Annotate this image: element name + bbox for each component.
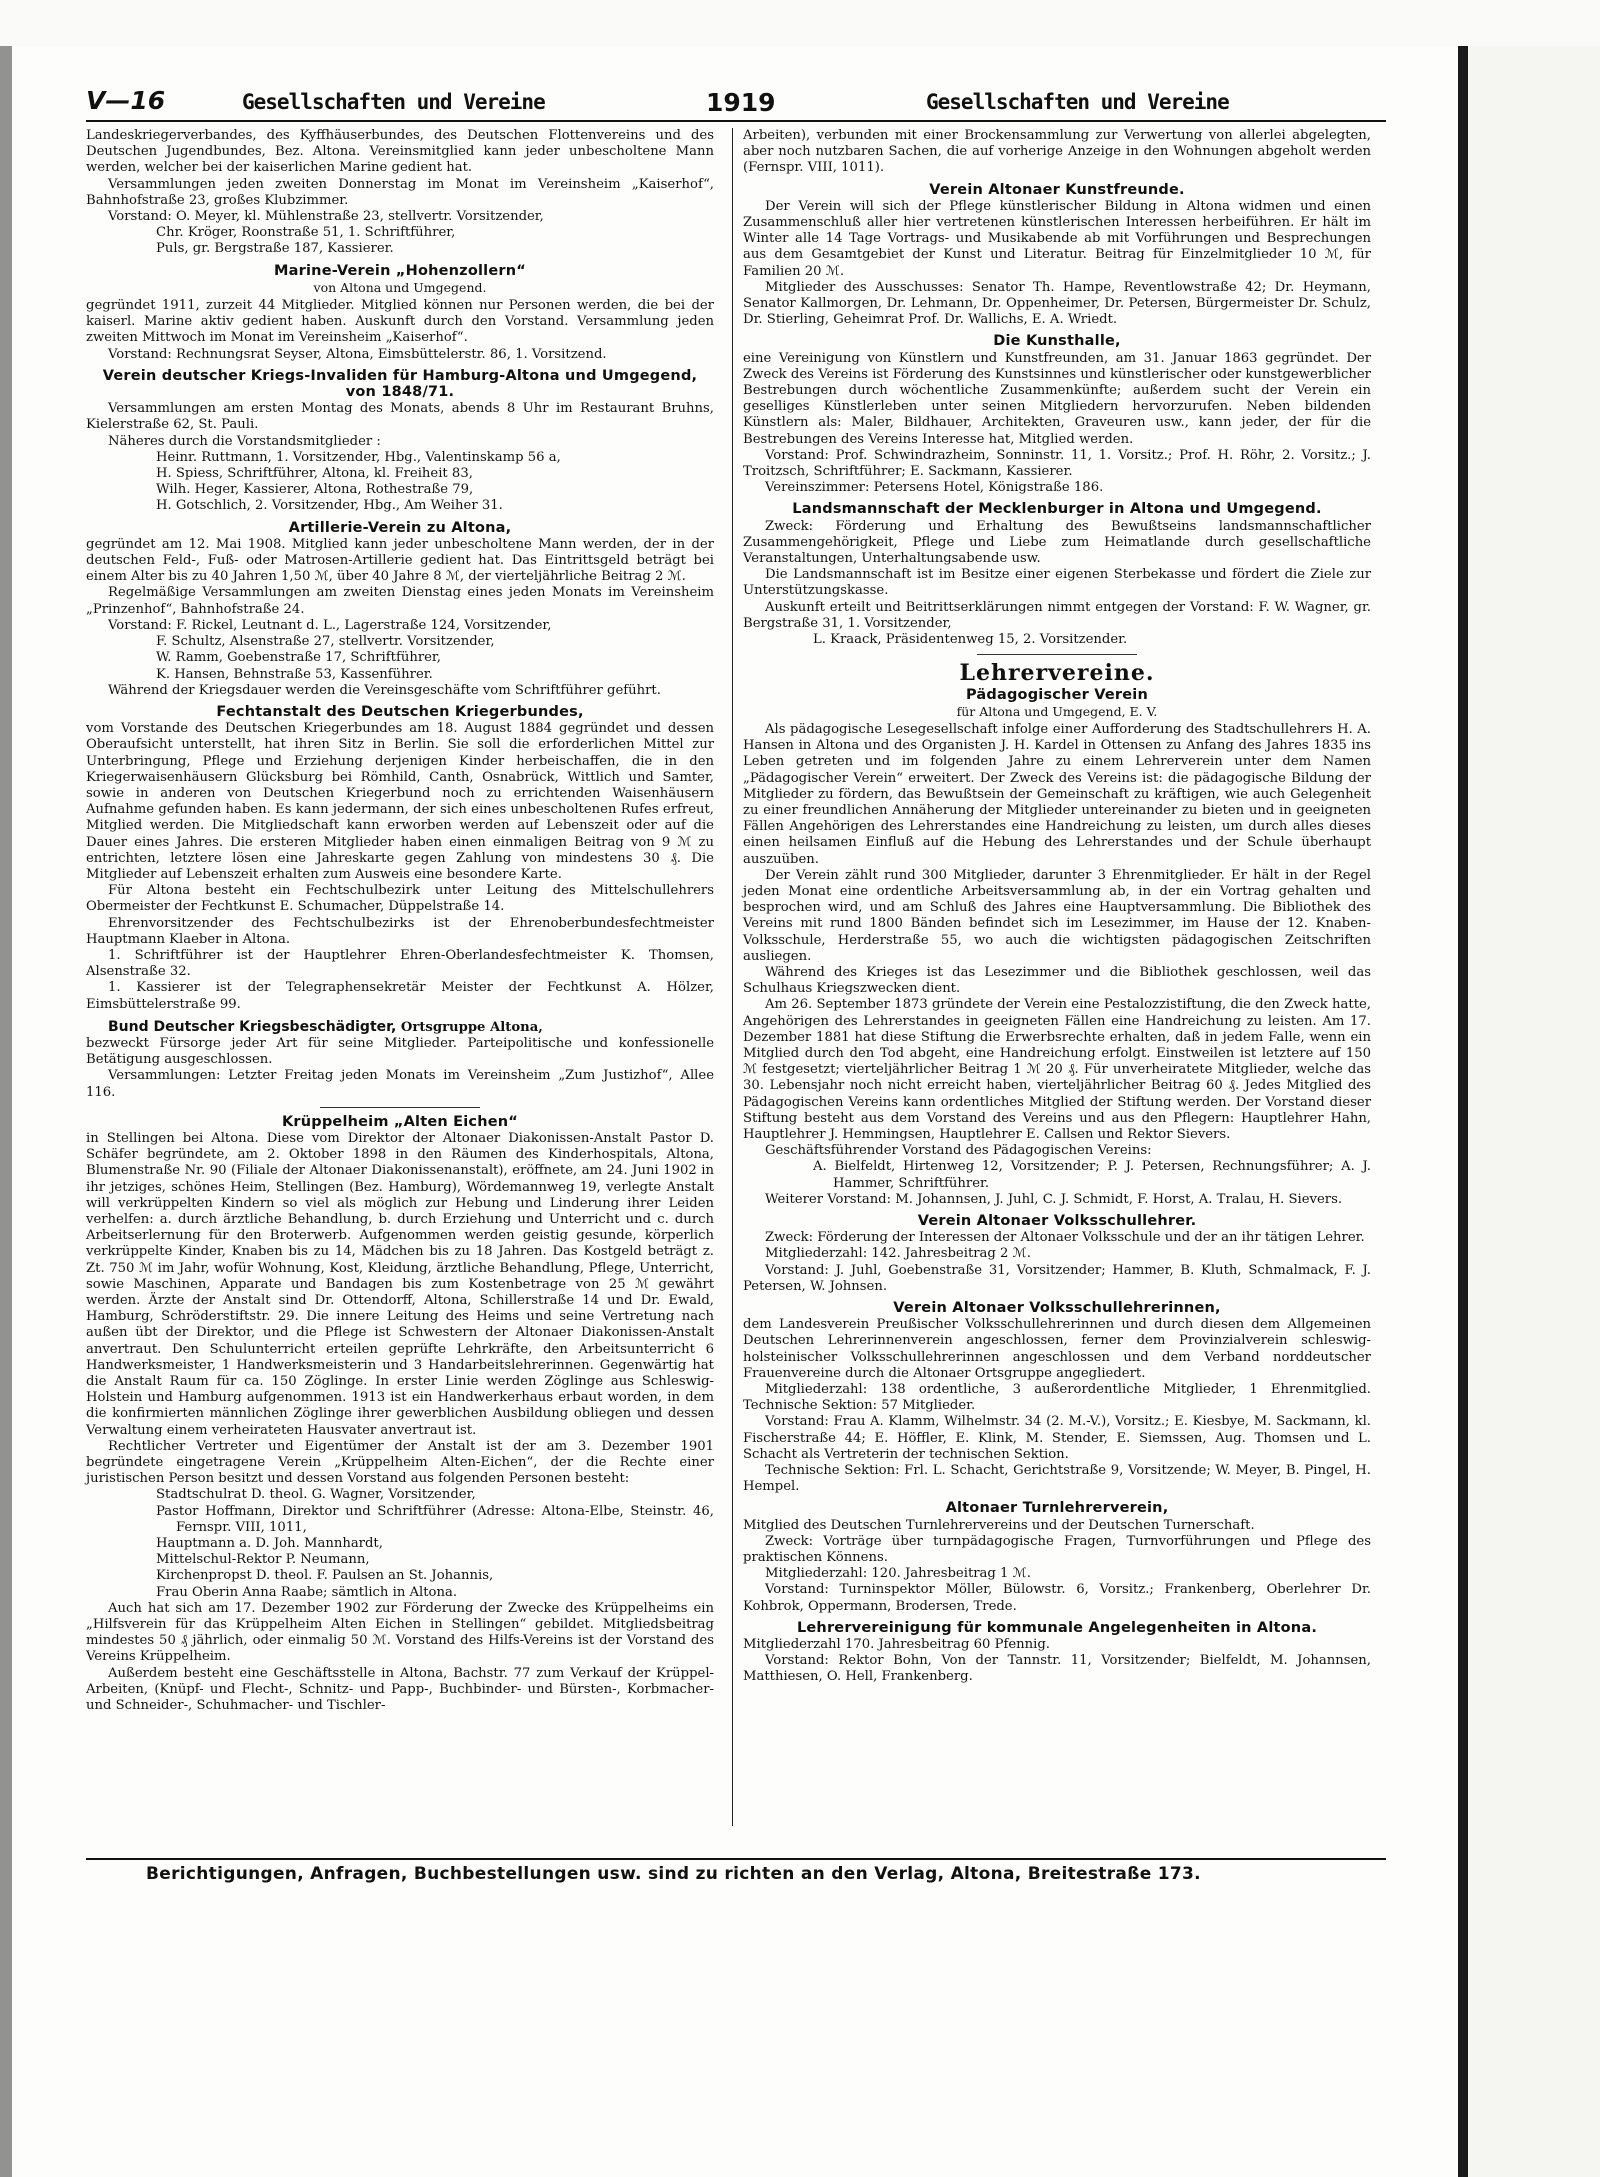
paragraph: Mitgliederzahl 170. Jahresbeitrag 60 Pfennig.: [743, 1637, 1050, 1653]
paragraph: K. Hansen, Behnstraße 53, Kassenführer.: [156, 666, 433, 682]
paragraph: Außerdem besteht eine Geschäftsstelle in Altona, Bachstr. 77 zum Verkauf der Krüppel-Arbeiten, (Knüpf- und Flecht-, Schnitz- und Papp-, Buchbinder- und Bürsten-, Korbmacher- und Schneider-, Schuhmacher- und Tischler-: [86, 1665, 714, 1714]
section-volksschullehrer: [743, 1213, 1371, 1295]
paragraph: Vorstand: Frau A. Klamm, Wilhelmstr. 34 (2. M.-V.), Vorsitz.; E. Kiesbye, M. Sackmann, kl. Fischerstraße 44; E. Höffler, E. Klink, M. Stender, E. Siemssen, Aug. Thomsen und L. Schacht als Vertreterin der technischen Sektion.: [743, 1414, 1371, 1462]
paragraph: Geschäftsführender Vorstand des Pädagogischen Vereins:: [765, 1143, 1152, 1159]
paragraph: Mittelschul-Rektor P. Neumann,: [156, 1552, 370, 1568]
paragraph: F. Schultz, Alsenstraße 27, stellvertr. Vorsitzender,: [156, 634, 495, 650]
section-heading: Landsmannschaft der Mecklenburger in Altona und Umgegend.: [792, 501, 1322, 518]
page-number: V—16: [86, 86, 166, 115]
paragraph: Regelmäßige Versammlungen am zweiten Dienstag eines jeden Monats im Vereinsheim „Prinzenhof“, Bahnhofstraße 24.: [86, 585, 714, 617]
paragraph: gegründet 1911, zurzeit 44 Mitglieder. Mitglied können nur Personen werden, die bei der kaiserl. Marine aktiv gedient haben. Auskunft durch den Vorstand. Versammlung jeden zweiten Mittwoch im Monat im Vereinsheim „Kaiserhof“.: [86, 298, 714, 346]
section-invaliden: [86, 368, 714, 515]
paragraph: Stadtschulrat D. theol. G. Wagner, Vorsitzender,: [156, 1487, 476, 1503]
paragraph: Vereinszimmer: Petersens Hotel, Königstraße 186.: [765, 480, 1104, 496]
header-rule: [86, 120, 1386, 122]
paragraph: vom Vorstande des Deutschen Kriegerbundes am 18. August 1884 gegründet und dessen Oberaufsicht unterstellt, hat ihren Sitz in Berlin. Sie soll die erforderlichen Mittel zur Unterbringung, Pflege und Erziehung derjenigen Kinder herbeischaffen, die in den Kriegerwaisenhäusern Glücksburg bei Römhild, Canth, Osnabrück, Wittlich und Samter, sowie in anderen von Deutschen Kriegerbund noch zu errichtenden Waisenhäusern Aufnahme gefunden haben. Es kann jedermann, der sich eines unbescholtenen Rufes erfreut, Mitglied werden. Die Mitgliedschaft kann erworben werden auf Lebenszeit oder auf die Dauer eines Jahres. Die ersteren Mitglieder haben einen einmaligen Beitrag von 9 ℳ zu entrichten, letztere lösen eine Jahreskarte gegen Zahlung von mindestens 30 ₰. Die Mitglieder auf Lebenszeit erhalten zum Ausweis eine besondere Karte.: [86, 721, 714, 882]
left-edge-shadow: [0, 46, 12, 2177]
section-artillerie: [86, 520, 714, 699]
right-column: [743, 128, 1371, 1686]
paragraph: Näheres durch die Vorstandsmitglieder :: [108, 433, 381, 449]
paragraph: Wilh. Heger, Kassierer, Altona, Rothestraße 79,: [156, 482, 474, 498]
paragraph: Vorstand: F. Rickel, Leutnant d. L., Lagerstraße 124, Vorsitzender,: [108, 617, 552, 633]
paragraph: Weiterer Vorstand: M. Johannsen, J. Juhl, C. J. Schmidt, F. Horst, A. Tralau, H. Sievers.: [765, 1191, 1343, 1207]
paragraph: Der Verein will sich der Pflege künstlerischer Bildung in Altona widmen und einen Zusammenschluß aller hier vertretenen künstlerischen Interessen herbeiführen. Er hält im Winter alle 14 Tage Vortrags- und Musikabende ab mit Vorführungen und Besprechungen aus dem Gesamtgebiet der Kunst und Literatur. Beitrag für Einzelmitglieder 10 ℳ, für Familien 20 ℳ.: [743, 198, 1371, 279]
section-heading: Verein Altonaer Volksschullehrer.: [917, 1213, 1197, 1229]
publisher-notice: Berichtigungen, Anfragen, Buchbestellungen usw. sind zu richten an den Verlag, Altona, Breitestraße 173.: [146, 1864, 1201, 1884]
section-heading: Artillerie-Verein zu Altona,: [288, 519, 512, 536]
paragraph: [86, 1019, 714, 1036]
header-year: 1919: [706, 88, 776, 117]
paragraph: Zweck: Vorträge über turnpädagogische Fragen, Turnvorführungen und Pflege des praktischen Könnens.: [743, 1533, 1371, 1566]
paragraph: Ehrenvorsitzender des Fechtschulbezirks ist der Ehrenoberbundesfechtmeister Hauptmann Klaeber in Altona.: [86, 915, 714, 947]
section-fechtanstalt: [86, 704, 714, 1013]
paragraph: Vorstand: J. Juhl, Goebenstraße 31, Vorsitzender; Hammer, B. Kluth, Schmalmack, F. J. Petersen, W. Johnsen.: [743, 1262, 1371, 1294]
section-heading-suffix: Ortsgruppe Altona,: [396, 1019, 543, 1035]
paragraph: Der Verein zählt rund 300 Mitglieder, darunter 3 Ehrenmitglieder. Er hält in der Regel jeden Monat eine ordentliche Arbeitsversammlung ab, in der ein Vortrag gehalten und besprochen wird, und am Schluß des Jahres eine Hauptversammlung. Die Bibliothek des Vereins mit rund 1800 Bänden befindet sich im Lesezimmer, im Hause der 12. Knaben-Volksschule, Herderstraße 55, wo auch die wichtigsten pädagogischen Zeitschriften ausliegen.: [743, 867, 1371, 964]
paragraph: Auch hat sich am 17. Dezember 1902 zur Förderung der Zwecke des Krüppelheims ein „Hilfsverein für das Krüppelheim Alten Eichen in Stellingen“ gebildet. Mitgliedsbeitrag mindestes 50 ₰ jährlich, oder einmalig 50 ℳ. Vorstand des Hilfs-Vereins ist der Vorstand des Vereins Krüppelheim.: [86, 1600, 714, 1665]
paragraph: Vorstand: Turninspektor Möller, Bülowstr. 6, Vorsitz.; Frankenberg, Oberlehrer Dr. Kohbrok, Oppermann, Brodersen, Trede.: [743, 1582, 1371, 1614]
section-heading: Krüppelheim „Alten Eichen“: [281, 1113, 519, 1130]
divider: [977, 654, 1137, 655]
section-volksschullehrerinnen: [743, 1300, 1371, 1495]
paragraph: dem Landesverein Preußischer Volksschullehrerinnen und durch diesen dem Allgemeinen Deutschen Lehrerinnenverein angeschlossen, ferner dem Provinzialverein schleswig-holsteinischer Volksschullehrerinnen angeschlossen und dem Verband norddeutscher Frauenvereine durch die Altonaer Ortsgruppe angegliedert.: [743, 1317, 1371, 1381]
paragraph: H. Gotschlich, 2. Vorsitzender, Hbg., Am Weiher 31.: [156, 498, 503, 514]
left-column: [86, 128, 714, 1714]
section-heading: Altonaer Turnlehrerverein,: [945, 1500, 1169, 1517]
section-mecklenburger: [743, 501, 1371, 648]
paragraph: Mitglied des Deutschen Turnlehrervereins und der Deutschen Turnerschaft.: [743, 1517, 1255, 1533]
paragraph: Versammlungen am ersten Montag des Monats, abends 8 Uhr im Restaurant Bruhns, Kielerstraße 62, St. Pauli.: [86, 401, 714, 433]
header-title-left: Gesellschaften und Vereine: [242, 90, 545, 114]
divider: [320, 1107, 480, 1108]
paragraph: Vorstand: Rechnungsrat Seyser, Altona, Eimsbüttelerstr. 86, 1. Vorsitzend.: [108, 346, 607, 362]
column-divider: [732, 128, 733, 1826]
paragraph: Während des Krieges ist das Lesezimmer und die Bibliothek geschlossen, weil das Schulhaus Kriegszwecken dient.: [743, 964, 1371, 997]
paragraph: 1. Kassierer ist der Telegraphensekretär Meister der Fechtkunst A. Hölzer, Eimsbüttelerstraße 99.: [86, 980, 714, 1012]
paragraph: L. Kraack, Präsidentenweg 15, 2. Vorsitzender.: [813, 632, 1128, 648]
paragraph: Technische Sektion: Frl. L. Schacht, Gerichtstraße 9, Vorsitzende; W. Meyer, B. Pingel, H. Hempel.: [743, 1463, 1371, 1495]
paragraph: 1. Schriftführer ist der Hauptlehrer Ehren-Oberlandesfechtmeister K. Thomsen, Alsenstraße 32.: [86, 947, 714, 980]
paragraph: Puls, gr. Bergstraße 187, Kassierer.: [156, 241, 394, 257]
running-header: [86, 84, 1386, 124]
section-heading: Fechtanstalt des Deutschen Kriegerbundes,: [216, 703, 584, 720]
paragraph: Versammlungen jeden zweiten Donnerstag im Monat im Vereinsheim „Kaiserhof“, Bahnhofstraße 23, großes Klubzimmer.: [86, 176, 714, 208]
section-paedagogisch: [743, 687, 1371, 1209]
category-heading: Lehrervereine.: [959, 660, 1155, 687]
paragraph: Vorstand: Prof. Schwindrazheim, Sonninstr. 11, 1. Vorsitz.; Prof. H. Röhr, 2. Vorsitz.; J. Troitzsch, Schriftführer; E. Sackmann, Kassierer.: [743, 447, 1371, 480]
intro-block: [86, 128, 714, 258]
paragraph: Mitglieder des Ausschusses: Senator Th. Hampe, Reventlowstraße 42; Dr. Heymann, Senator Kallmorgen, Dr. Lehmann, Dr. Oppenheimer, Dr. Petersen, Bürgermeister Dr. Schulz, Dr. Stierling, Geheimrat Prof. Dr. Wallichs, E. A. Wriedt.: [743, 279, 1371, 328]
paragraph: Heinr. Ruttmann, 1. Vorsitzender, Hbg., Valentinskamp 56 a,: [156, 449, 561, 465]
section-subheading: von Altona und Umgegend.: [313, 279, 487, 295]
paragraph: Die Landsmannschaft ist im Besitze einer eigenen Sterbekasse und fördert die Ziele zur Unterstützungskasse.: [743, 567, 1371, 599]
paragraph: Zweck: Förderung und Erhaltung des Bewußtseins landsmannschaftlicher Zusammengehörigkeit, Pflege und Liebe zum Heimatlande durch gesellschaftliche Veranstaltungen, Unterhaltungsabende usw.: [743, 518, 1371, 567]
section-marine: [86, 263, 714, 363]
paragraph: Mitgliederzahl: 120. Jahresbeitrag 1 ℳ.: [765, 1566, 1031, 1582]
section-heading: Verein deutscher Kriegs-Invaliden für Hamburg-Altona und Umgegend, von 1848/71.: [102, 367, 698, 401]
paragraph: Am 26. September 1873 gründete der Verein eine Pestalozzistiftung, die den Zweck hatte, Angehörigen des Lehrerstandes in geeigneten Fällen eine Handreichung zu leisten. Am 17. Dezember 1881 hat diese Stiftung die Erwerbsrechte erhalten, daß in jedem Falle, wenn ein Mitglied durch den Tod abgeht, eine Handreichung erfolgt. Einstweilen ist letztere auf 150 ℳ festgesetzt; vierteljährlicher Beitrag 1 ℳ 20 ₰. Für unverheiratete Mitglieder, welche das 30. Lebensjahr noch nicht erreicht haben, vierteljährlicher Beitrag 60 ₰. Jedes Mitglied des Pädagogischen Vereins kann ordentliches Mitglied der Stiftung werden. Der Vorstand dieser Stiftung besteht aus dem Vorstand des Vereins und aus den Pflegern: Hauptlehrer Hahn, Hauptlehrer J. Hemmingsen, Hauptlehrer E. Callsen und Rektor Sievers.: [743, 997, 1371, 1142]
paragraph: Pastor Hoffmann, Direktor und Schriftführer (Adresse: Altona-Elbe, Steinstr. 46, Fernspr. VIII, 1011,: [156, 1503, 714, 1535]
section-heading: Verein Altonaer Kunstfreunde.: [929, 181, 1185, 198]
paragraph: Mitgliederzahl: 142. Jahresbeitrag 2 ℳ.: [765, 1246, 1031, 1262]
section-heading: Marine-Verein „Hohenzollern“: [274, 262, 526, 279]
header-title-right: Gesellschaften und Vereine: [926, 90, 1229, 114]
paragraph: Zweck: Förderung der Interessen der Altonaer Volksschule und der an ihr tätigen Lehrer.: [765, 1230, 1365, 1246]
paragraph: Für Altona besteht ein Fechtschulbezirk unter Leitung des Mittelschullehrers Obermeister der Fechtkunst E. Schumacher, Düppelstraße 14.: [86, 883, 714, 915]
section-kunstfreunde: [743, 182, 1371, 329]
section-heading: Lehrervereinigung für kommunale Angelegenheiten in Altona.: [796, 1619, 1318, 1636]
paragraph: A. Bielfeldt, Hirtenweg 12, Vorsitzender; P. J. Petersen, Rechnungsführer; A. J. Hammer, Schriftführer.: [813, 1159, 1371, 1191]
section-krueppelheim: [86, 1114, 714, 1715]
section-subheading: für Altona und Umgegend, E. V.: [956, 703, 1158, 719]
paragraph: Kirchenpropst D. theol. F. Paulsen an St. Johannis,: [156, 1568, 494, 1584]
section-heading: Bund Deutscher Kriegsbeschädigter,: [108, 1018, 397, 1035]
paragraph: Arbeiten), verbunden mit einer Brockensammlung zur Verwertung von allerlei abgelegten, aber noch nutzbaren Sachen, die auf vorherige Anzeige in den Wohnungen abgeholt werden (Fernspr. VIII, 1011).: [743, 128, 1371, 176]
paragraph: Während der Kriegsdauer werden die Vereinsgeschäfte vom Schriftführer geführt.: [108, 682, 661, 698]
paragraph: Hauptmann a. D. Joh. Mannhardt,: [156, 1536, 383, 1552]
section-kriegsbeschaedigte: [86, 1019, 714, 1101]
paragraph: Als pädagogische Lesegesellschaft infolge einer Aufforderung des Stadtschullehrers H. A. Hansen in Altona und des Organisten J. H. Kardel in Ottensen zu Anfang des Jahres 1835 ins Leben getreten und im folgenden Jahre zu einem Lehrerverein unter dem Namen „Pädagogischer Verein“ erweitert. Der Zweck des Vereins ist: die pädagogische Bildung der Mitglieder zu fördern, das Bewußtsein der Gemeinschaft zu kräftigen, wie auch Gelegenheit zu einer freundlichen Annäherung der Mitglieder untereinander zu bieten und in geeigneten Fällen Angehörigen des Lehrerstandes eine Handreichung zu leisten, um durch alles dieses einen heilsamen Einfluß auf die Hebung des Lehrerstandes und der Schule überhaupt auszuüben.: [743, 721, 1371, 867]
paragraph: H. Spiess, Schriftführer, Altona, kl. Freiheit 83,: [156, 466, 473, 482]
paragraph: Rechtlicher Vertreter und Eigentümer der Anstalt ist der am 3. Dezember 1901 begründete eingetragene Verein „Krüppelheim Alten-Eichen“, der die Rechte einer juristischen Person besitzt und dessen Vorstand aus folgenden Personen besteht:: [86, 1438, 714, 1487]
paragraph: Mitgliederzahl: 138 ordentliche, 3 außerordentliche Mitglieder, 1 Ehrenmitglied. Technische Sektion: 57 Mitglieder.: [743, 1382, 1371, 1414]
section-lehrervereinigung: [743, 1620, 1371, 1686]
book-spine: [1458, 46, 1468, 2177]
facing-page-edge: [1468, 46, 1600, 2177]
section-heading: Pädagogischer Verein: [965, 686, 1148, 703]
paragraph: bezweckt Fürsorge jeder Art für seine Mitglieder. Parteipolitische und konfessionelle Betätigung ausgeschlossen.: [86, 1035, 714, 1068]
paragraph: eine Vereinigung von Künstlern und Kunstfreunden, am 31. Januar 1863 gegründet. Der Zweck des Vereins ist Förderung des Kunstsinnes und künstlerischer oder kunstgewerblicher Bestrebungen durch wöchentliche Zusammenkünfte; außerdem sucht der Verein ein geselliges Künstlerleben unter seinen Mitgliedern hervorzurufen. Neben bildenden Künstlern als: Maler, Bildhauer, Architekten, Graveuren usw., kann jeder, der für die Bestrebungen des Vereins Interesse hat, Mitglied werden.: [743, 350, 1371, 447]
paragraph: in Stellingen bei Altona. Diese vom Direktor der Altonaer Diakonissen-Anstalt Pastor D. Schäfer begründete, am 2. Oktober 1898 in den Räumen des Kinderhospitals, Altona, Blumenstraße Nr. 90 (Filiale der Altonaer Diakonissenanstalt), eröffnete, am 24. Juni 1902 in ihr jetziges, schönes Heim, Stellingen (Bez. Hamburg), Wördemannweg 19, verlegte Anstalt will verkrüppelten Kindern so viel als möglich zur Hebung und Linderung ihrer Leiden verhelfen: a. durch ärztliche Behandlung, b. durch Erziehung und Unterricht und c. durch Arbeitserlernung für den Broterwerb. Aufgenommen werden geistig gesunde, körperlich verkrüppelte Kinder, Knaben bis zu 14, Mädchen bis zu 18 Jahren. Das Kostgeld beträgt z. Zt. 750 ℳ im Jahr, wofür Wohnung, Kost, Kleidung, ärztliche Behandlung, Pflege, Unterricht, sowie Maschinen, Apparate und Bandagen bis zum Kostenbetrage von 25 ℳ gewährt werden. Ärzte der Anstalt sind Dr. Ottendorff, Altona, Schillerstraße 14 und Dr. Ewald, Hamburg, Schröderstiftstr. 29. Die innere Leitung des Heims und seine Vertretung nach außen übt der Direktor, und die Pflege ist Schwestern der Altonaer Diakonissen-Anstalt anvertraut. Den Schulunterricht erteilen geprüfte Lehrkräfte, den Arbeitsunterricht 6 Handwerksmeister, 1 Handwerksmeisterin und 3 Handarbeitslehrerinnen. Gegenwärtig hat die Anstalt Raum für ca. 150 Zöglinge. In erster Linie werden Zöglinge aus Schleswig-Holstein und Hamburg aufgenommen. 1913 ist ein Handwerkerhaus erbaut worden, in dem die konfirmierten männlichen Zöglinge ihrer gewerblichen Ausbildung obliegen und dessen Verwaltung einem verheirateten Hausvater anvertraut ist.: [86, 1130, 714, 1438]
paragraph: Landeskriegerverbandes, des Kyffhäuserbundes, des Deutschen Flottenvereins und des Deutschen Jugendbundes, Bez. Altona. Vereinsmitglied kann jeder unbescholtene Mann werden, welcher bei der kaiserlichen Marine gedient hat.: [86, 128, 714, 176]
paragraph: Auskunft erteilt und Beitrittserklärungen nimmt entgegen der Vorstand: F. W. Wagner, gr. Bergstraße 31, 1. Vorsitzender,: [743, 599, 1371, 631]
section-kunsthalle: [743, 333, 1371, 496]
section-heading: Verein Altonaer Volksschullehrerinnen,: [893, 1300, 1221, 1317]
paragraph: Versammlungen: Letzter Freitag jeden Monats im Vereinsheim „Zum Justizhof“, Allee 116.: [86, 1068, 714, 1100]
paragraph: Vorstand: O. Meyer, kl. Mühlenstraße 23, stellvertr. Vorsitzender,: [108, 209, 544, 225]
paragraph: Frau Oberin Anna Raabe; sämtlich in Altona.: [156, 1584, 458, 1600]
section-turnlehrer: [743, 1500, 1371, 1614]
top-margin: [0, 0, 1600, 46]
paragraph: gegründet am 12. Mai 1908. Mitglied kann jeder unbescholtene Mann werden, der in der deutschen Feld-, Fuß- oder Matrosen-Artillerie gedient hat. Das Eintrittsgeld beträgt bei einem Alter bis zu 40 Jahren 1,50 ℳ, über 40 Jahre 8 ℳ, der vierteljährliche Beitrag 2 ℳ.: [86, 536, 714, 585]
paragraph: Vorstand: Rektor Bohn, Von der Tannstr. 11, Vorsitzender; Bielfeldt, M. Johannsen, Matthiesen, O. Hell, Frankenberg.: [743, 1653, 1371, 1685]
footer-rule: [86, 1858, 1386, 1860]
paragraph: W. Ramm, Goebenstraße 17, Schriftführer,: [156, 650, 441, 666]
section-heading: Die Kunsthalle,: [993, 333, 1121, 350]
paragraph: Chr. Kröger, Roonstraße 51, 1. Schriftführer,: [156, 225, 456, 241]
